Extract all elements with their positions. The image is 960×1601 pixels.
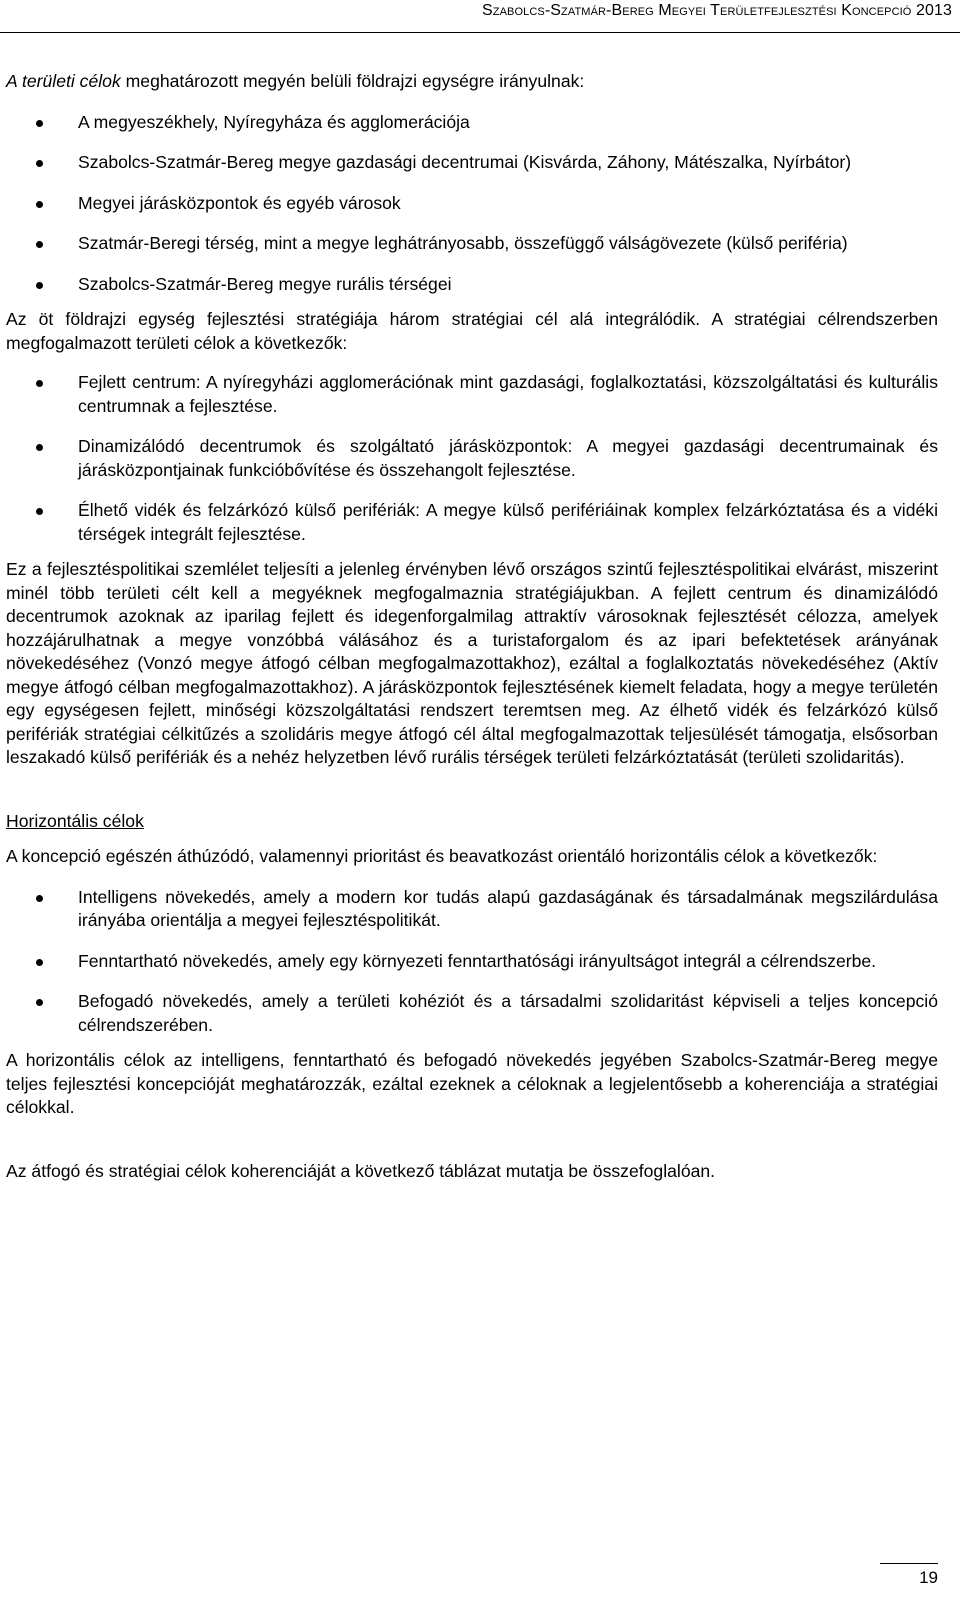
territorial-units-list (6, 111, 938, 297)
paragraph-table-intro: Az átfogó és stratégiai célok koherenciáját a következő táblázat mutatja be összefoglalóan. (6, 1160, 716, 1181)
document-body (6, 70, 938, 1183)
list-item: Befogadó növekedés, amely a területi kohéziót és a társadalmi szolidaritást képviseli a teljes koncepció célrendszerében. (6, 990, 938, 1037)
list-item: Szabolcs-Szatmár-Bereg megye rurális térségei (6, 273, 938, 297)
list-item: Szatmár-Beregi térség, mint a megye leghátrányosabb, összefüggő válságövezete (külső periféria) (6, 232, 938, 256)
horizontal-goals-list (6, 886, 938, 1038)
paragraph-strategy: Az öt földrajzi egység fejlesztési stratégiája három stratégiai cél alá integrálódik. A stratégiai célrendszerben megfogalmazott területi célok a következők: (6, 309, 938, 353)
list-item: A megyeszékhely, Nyíregyháza és agglomerációja (6, 111, 938, 135)
list-item: Fenntartható növekedés, amely egy környezeti fenntarthatósági irányultságot integrál a célrendszerbe. (6, 950, 938, 974)
intro-paragraph (6, 70, 938, 94)
intro-italic: A területi célok (6, 71, 121, 91)
paragraph-horizontal-summary: A horizontális célok az intelligens, fenntartható és befogadó növekedés jegyében Szabolcs-Szatmár-Bereg megye teljes fejlesztési koncepcióját meghatározzák, ezáltal ezeknek a céloknak a legjelentősebb a koherenciája a stratégiai célokkal. (6, 1050, 938, 1117)
document-title: Szabolcs-Szatmár-Bereg Megyei Területfejlesztési Koncepció 2013 (482, 2, 952, 19)
list-item: Intelligens növekedés, amely a modern kor tudás alapú gazdaságának és társadalmának megszilárdulása irányába orientálja a megyei fejlesztéspolitikát. (6, 886, 938, 933)
page-number: 19 (919, 1568, 938, 1587)
list-item: Fejlett centrum: A nyíregyházi agglomerációnak mint gazdasági, foglalkoztatási, közszolgáltatási és kulturális centrumnak a fejlesztése. (6, 371, 938, 418)
paragraph-horizontal-intro: A koncepció egészén áthúzódó, valamennyi prioritást és beavatkozást orientáló horizontális célok a következők: (6, 846, 878, 866)
page-header (0, 0, 960, 33)
footer-divider (880, 1563, 938, 1564)
intro-rest: meghatározott megyén belüli földrajzi egységre irányulnak: (120, 71, 585, 91)
territorial-goals-list (6, 371, 938, 546)
list-item: Megyei járásközpontok és egyéb városok (6, 192, 938, 216)
list-item: Élhető vidék és felzárkózó külső perifériák: A megye külső perifériáinak komplex felzárkóztatása és a vidéki térségek integrált fejlesztése. (6, 499, 938, 546)
list-item: Dinamizálódó decentrumok és szolgáltató járásközpontok: A megyei gazdasági decentrumainak és járásközpontjainak funkcióbővítése és összehangolt fejlesztése. (6, 435, 938, 482)
section-heading-horizontal: Horizontális célok (6, 810, 144, 831)
list-item: Szabolcs-Szatmár-Bereg megye gazdasági decentrumai (Kisvárda, Záhony, Mátészalka, Nyírbátor) (6, 151, 938, 175)
paragraph-policy: Ez a fejlesztéspolitikai szemlélet teljesíti a jelenleg érvényben lévő országos szintű fejlesztéspolitikai elvárást, miszerint minél több területi célt kell a megyéknek megfogalmaznia stratégiájukban. A fejlett centrum és dinamizálódó decentrumok azoknak az iparilag fejlett és idegenforgalmilag attraktív városoknak fejlesztését célozza, amelyek hozzájárulhatnak a megye vonzóbbá válásához és a turistaforgalom és az ipari befektetések arányának növekedéséhez (Vonzó megye átfogó célban megfogalmazottakhoz), ezáltal a foglalkoztatás növekedéséhez (Aktív megye átfogó célban megfogalmazottakhoz). A járásközpontok fejlesztésének kiemelt feladata, hogy a megye területén egy egységesen fejlett, minőségi közszolgáltatási rendszert teremtsen meg. Az élhető vidék és felzárkózó külső perifériák stratégiai célkitűzés a szolidáris megye átfogó cél által megfogalmazottak teljesülését támogatja, elsősorban leszakadó külső perifériák és a nehéz helyzetben lévő rurális térségek területi felzárkóztatását (területi szolidaritás). (6, 559, 938, 767)
